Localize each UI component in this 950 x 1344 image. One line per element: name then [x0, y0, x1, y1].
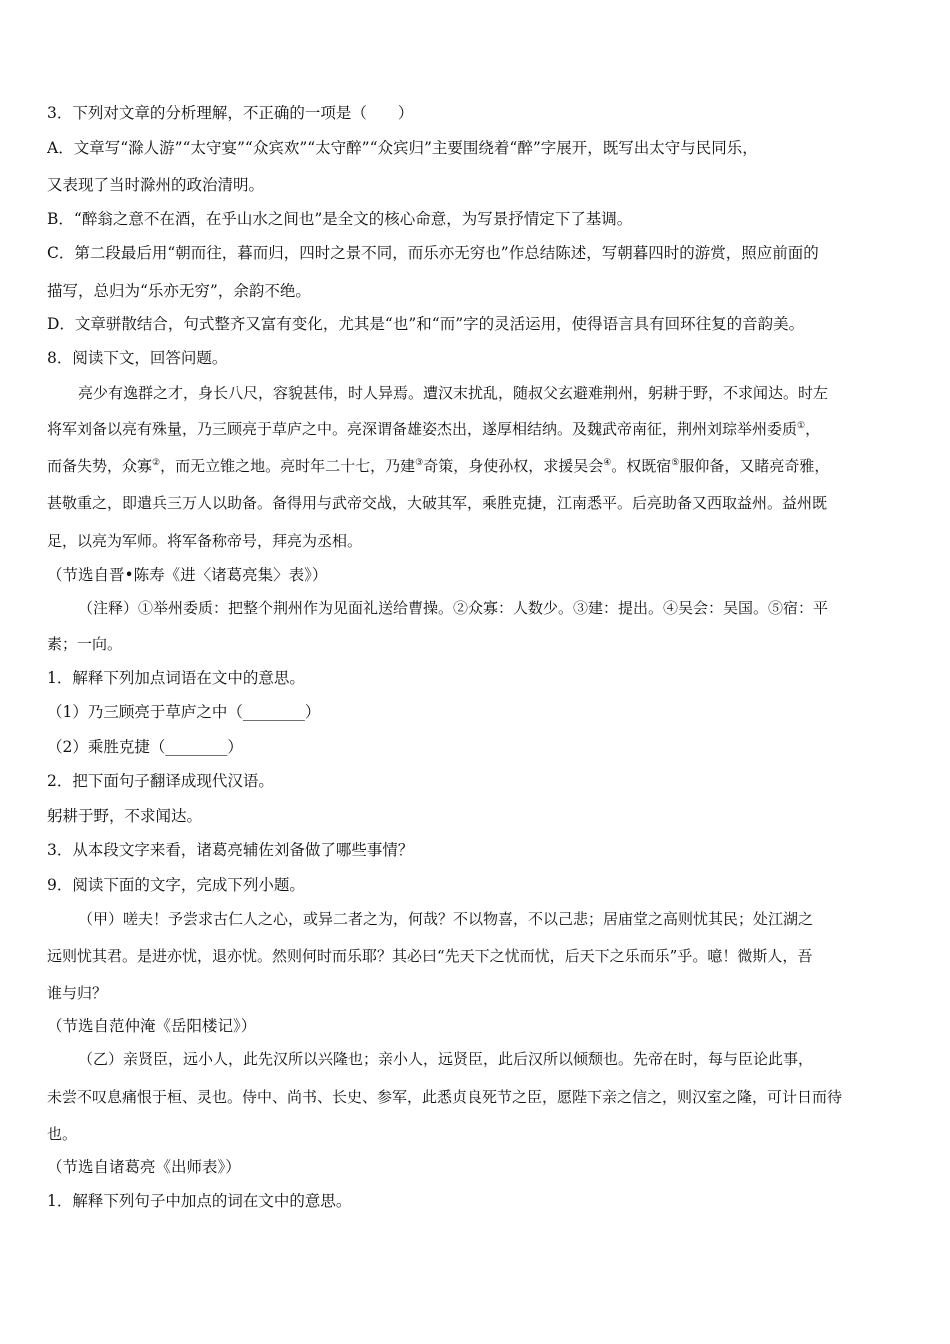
q8-sub2-sentence: 躬耕于野，不求闻达。 — [47, 807, 203, 825]
q9-passage-jia: 谁与归？ — [47, 984, 108, 1002]
note-mark: ② — [152, 458, 161, 468]
q8-sub2: 2．把下面句子翻译成现代汉语。 — [47, 772, 274, 790]
q9-passage-jia: （甲）嗟夫！予尝求古仁人之心，或异二者之为，何哉？不以物喜，不以己悲；居庙堂之高则忧其民；处江湖之 — [78, 910, 814, 928]
q9-passage-yi: （乙）亲贤臣，远小人，此先汉所以兴隆也；亲小人，远贤臣，此后汉所以倾颓也。先帝在时，每与臣论此事， — [78, 1050, 814, 1068]
q8-sub1-item1: （1）乃三顾亮于草庐之中（________） — [47, 703, 321, 721]
note-mark: ③ — [415, 458, 424, 468]
q9-passage-yi: 也。 — [47, 1125, 78, 1143]
note-mark: ① — [797, 421, 806, 431]
q8-notes-cont: 素；一向。 — [47, 635, 123, 653]
q3-option-c-cont: 描写，总归为“乐亦无穷”，余韵不绝。 — [47, 282, 311, 300]
q9-source-jia: （节选自范仲淹《岳阳楼记》） — [47, 1017, 257, 1035]
q3-option-d: D．文章骈散结合，句式整齐又富有变化，尤其是“也”和“而”字的灵活运用，使得语言具有回环往复的音韵美。 — [47, 315, 805, 333]
q3-option-a: A．文章写“滁人游”“太守宴”“众宾欢”“太守醉”“众宾归”主要围绕着“醉”字展开，既写出太守与民同乐， — [47, 139, 758, 157]
q8-source: （节选自晋•陈寿《进〈诸葛亮集〉表》） — [47, 566, 328, 584]
note-mark: ⑤ — [671, 458, 680, 468]
q8-passage-line: 足，以亮为军师。将军备称帝号，拜亮为丞相。 — [47, 532, 363, 550]
q3-option-b: B．“醉翁之意不在酒，在乎山水之间也”是全文的核心命意，为写景抒情定下了基调。 — [47, 210, 633, 228]
note-mark: ④ — [603, 458, 612, 468]
q8-sub3: 3．从本段文字来看，诸葛亮辅佐刘备做了哪些事情？ — [47, 841, 414, 859]
q9-passage-yi: 未尝不叹息痛恨于桓、灵也。侍中、尚书、长史、参军，此悉贞良死节之臣，愿陛下亲之信之，则汉室之隆，可计日而待 — [47, 1088, 843, 1106]
q8-heading: 8．阅读下文，回答问题。 — [47, 349, 228, 367]
q8-passage-line: 甚敬重之，即遣兵三万人以助备。备得用与武帝交战，大破其军，乘胜克捷，江南悉平。后亮助备又西取益州。益州既 — [47, 494, 828, 512]
q8-sub1-item2: （2）乘胜克捷（________） — [47, 738, 243, 756]
q3-option-a-cont: 又表现了当时滁州的政治清明。 — [47, 176, 265, 194]
q9-heading: 9．阅读下面的文字，完成下列小题。 — [47, 876, 305, 894]
q8-sub1: 1．解释下列加点词语在文中的意思。 — [47, 669, 305, 687]
q3-option-c: C．第二段最后用“朝而往，暮而归，四时之景不同，而乐亦无穷也”作总结陈述，写朝暮四时的游赏，照应前面的 — [47, 244, 819, 262]
q8-notes: （注释）①举州委质：把整个荆州作为见面礼送给曹操。②众寡：人数少。③建：提出。④吴会：吴国。⑤宿：平 — [78, 599, 829, 617]
q8-passage-line: 亮少有逸群之才，身长八尺，容貌甚伟，时人异焉。遭汉末扰乱，随叔父玄避难荆州，躬耕于野，不求闻达。时左 — [78, 384, 829, 402]
q3-stem: 3．下列对文章的分析理解，不正确的一项是（ ） — [47, 104, 414, 122]
q9-source-yi: （节选自诸葛亮《出师表》） — [47, 1158, 241, 1176]
q9-passage-jia: 远则忧其君。是进亦忧，退亦忧。然则何时而乐耶？其必曰“先天下之忧而忧，后天下之乐而乐”乎。噫！微斯人，吾 — [47, 947, 813, 965]
q8-passage-line: 而备失势，众寡②，而无立锥之地。亮时年二十七，乃建③奇策，身使孙权，求援吴会④。权既宿⑤服仰备，又睹亮奇雅， — [47, 457, 830, 475]
q9-sub1: 1．解释下列句子中加点的词在文中的意思。 — [47, 1192, 352, 1210]
q8-passage-line: 将军刘备以亮有殊量，乃三顾亮于草庐之中。亮深谓备雄姿杰出，遂厚相结纳。及魏武帝南征，荆州刘琮举州委质①， — [47, 420, 821, 438]
